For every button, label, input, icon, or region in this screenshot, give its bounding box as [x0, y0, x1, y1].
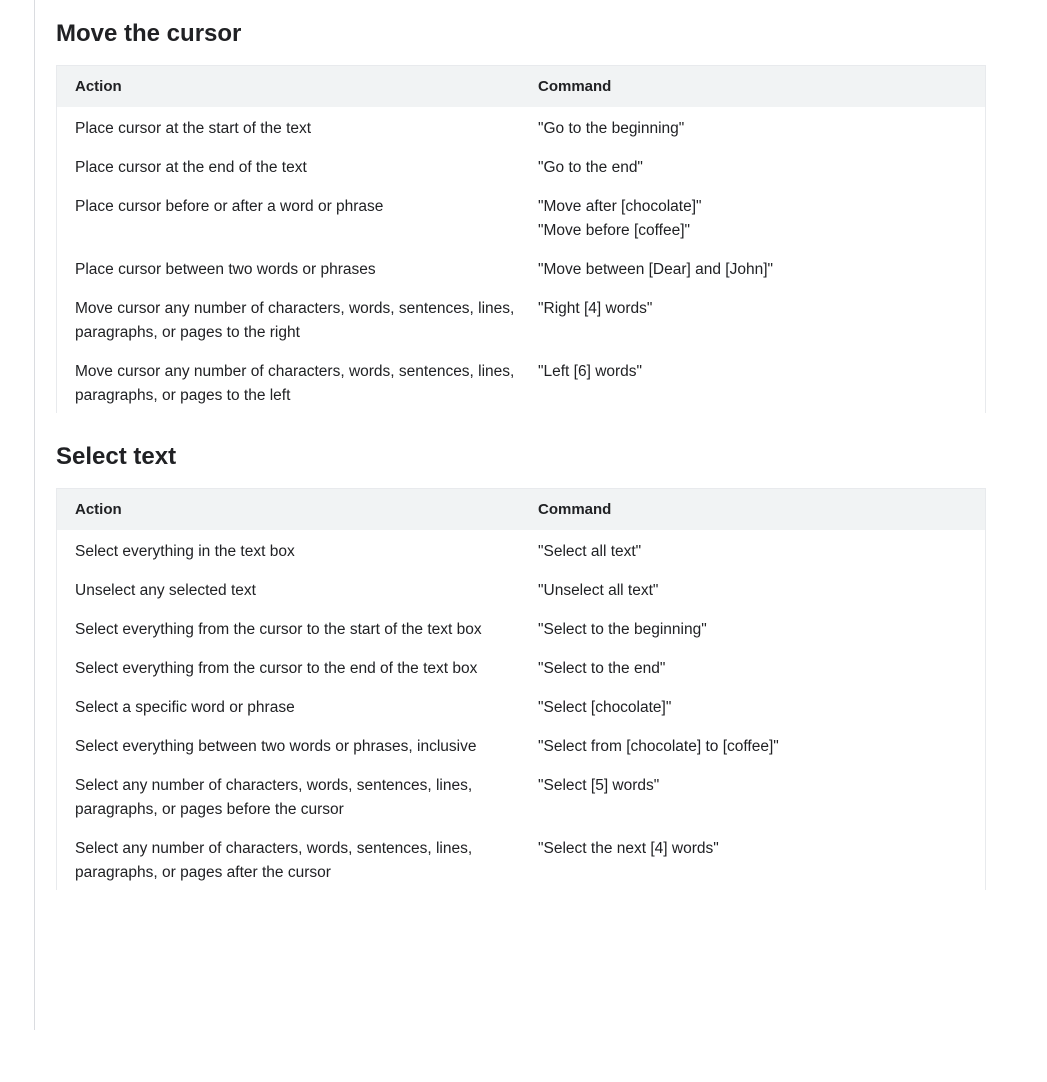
table-row — [57, 350, 985, 413]
command-cell: "Select to the beginning" — [538, 621, 707, 638]
column-header-action: Action — [57, 489, 520, 530]
column-header-command: Command — [520, 66, 985, 107]
table-row — [57, 569, 985, 608]
select-text-commands-table — [57, 489, 985, 890]
action-cell: Select everything from the cursor to the start of the text box — [75, 621, 482, 638]
select-text-table — [56, 488, 986, 890]
table-row — [57, 686, 985, 725]
action-cell: Select any number of characters, words, sentences, lines, paragraphs, or pages after the cursor — [75, 840, 473, 881]
table-row — [57, 107, 985, 146]
column-header-command: Command — [520, 489, 985, 530]
article-content — [56, 0, 986, 890]
action-cell: Place cursor at the start of the text — [75, 120, 312, 137]
command-cell: "Select to the end" — [538, 660, 666, 677]
command-cell: "Select all text" — [538, 543, 642, 560]
table-header-row — [57, 66, 985, 107]
action-cell: Place cursor between two words or phrases — [75, 261, 376, 278]
table-row — [57, 608, 985, 647]
action-cell: Place cursor before or after a word or phrase — [75, 198, 384, 215]
action-cell: Select everything between two words or phrases, inclusive — [75, 738, 477, 755]
command-cell: "Select [5] words" — [538, 777, 660, 794]
section-title-move-cursor: Move the cursor — [56, 20, 242, 47]
table-row — [57, 146, 985, 185]
table-row — [57, 827, 985, 890]
table-row — [57, 764, 985, 827]
section-title-select-text: Select text — [56, 443, 177, 470]
command-cell: "Go to the end" — [538, 159, 643, 176]
move-cursor-commands-table — [57, 66, 985, 413]
table-row — [57, 530, 985, 569]
command-cell: "Left [6] words" — [538, 363, 643, 380]
table-row — [57, 248, 985, 287]
action-cell: Select everything from the cursor to the end of the text box — [75, 660, 478, 677]
action-cell: Unselect any selected text — [75, 582, 256, 599]
action-cell: Move cursor any number of characters, words, sentences, lines, paragraphs, or pages to the left — [75, 363, 515, 404]
left-border-rule — [34, 0, 35, 1030]
table-row — [57, 185, 985, 248]
action-cell: Place cursor at the end of the text — [75, 159, 307, 176]
column-header-action: Action — [57, 66, 520, 107]
move-cursor-table — [56, 65, 986, 413]
table-row — [57, 287, 985, 350]
action-cell: Move cursor any number of characters, words, sentences, lines, paragraphs, or pages to the right — [75, 300, 515, 341]
table-row — [57, 725, 985, 764]
action-cell: Select any number of characters, words, sentences, lines, paragraphs, or pages before the cursor — [75, 777, 473, 818]
command-cell: "Unselect all text" — [538, 582, 659, 599]
command-cell: "Select from [chocolate] to [coffee]" — [538, 738, 779, 755]
command-cell: "Select the next [4] words" — [538, 840, 719, 857]
command-cell: "Right [4] words" — [538, 300, 653, 317]
command-cell: "Select [chocolate]" — [538, 699, 672, 716]
command-cell: "Move after [chocolate]" "Move before [coffee]" — [538, 198, 702, 239]
command-cell: "Go to the beginning" — [538, 120, 685, 137]
action-cell: Select everything in the text box — [75, 543, 295, 560]
command-cell: "Move between [Dear] and [John]" — [538, 261, 774, 278]
table-header-row — [57, 489, 985, 530]
table-row — [57, 647, 985, 686]
action-cell: Select a specific word or phrase — [75, 699, 295, 716]
